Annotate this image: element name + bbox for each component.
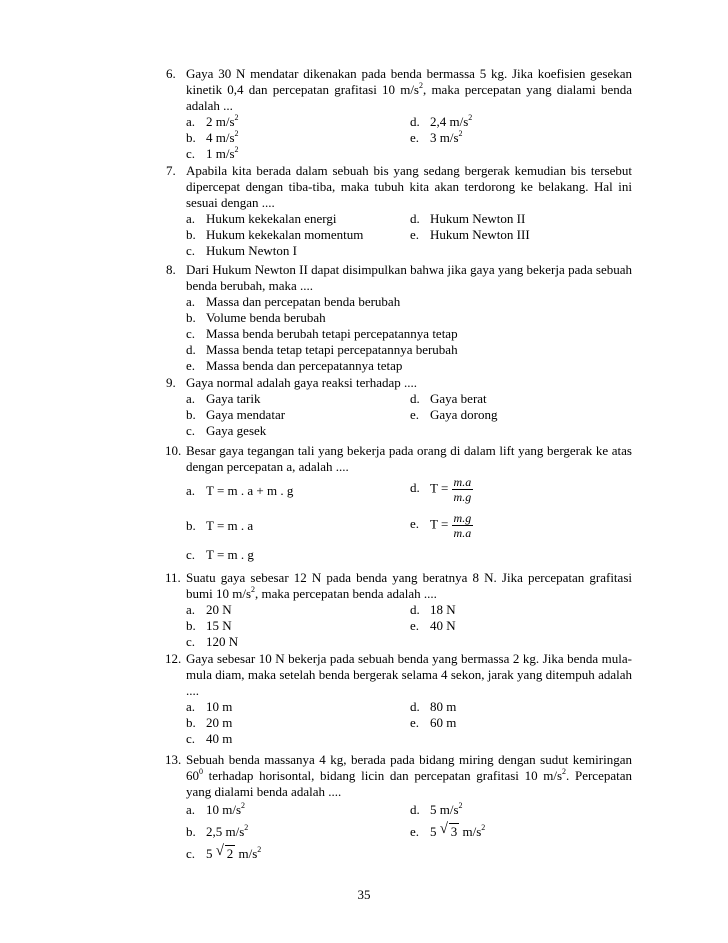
options: [186, 475, 632, 563]
square-root: √ 2: [215, 843, 234, 861]
options: [186, 699, 632, 747]
option-b: b. 2,5 $m/s^2$: [186, 823, 249, 839]
option-e: e. Gaya dorong: [410, 407, 498, 422]
option-c: c. Massa benda berubah tetapi percepatannya tetap: [186, 326, 458, 341]
question-text: Gaya 30 N mendatar dikenakan pada benda bermassa 5 kg. Jika koefisien gesekan kinetik 0,4 dan percepatan grafitasi 10 $m/s^2$, maka percepatan yang dialami benda adalah ...: [186, 66, 632, 113]
option-b: b. 4 $m/s^2$: [186, 129, 239, 145]
option-a: a. T = m . a + m . g: [186, 483, 294, 498]
option-c: c. 5 √ 2 $m/s^2$: [186, 843, 262, 861]
option-e: e. 3 $m/s^2$: [410, 129, 463, 145]
fraction: $\frac{m.a}{m.g}$: [453, 475, 472, 504]
option-c: c. Hukum Newton I: [186, 243, 297, 258]
question-number: 10.: [165, 443, 182, 458]
options: [186, 800, 632, 862]
question-12: [166, 651, 632, 747]
option-c: c. 40 m: [186, 731, 233, 746]
option-a: a. 10 m: [186, 699, 233, 714]
option-a: a. 10 $m/s^2$: [186, 801, 246, 817]
options: [186, 211, 632, 259]
option-c: c. Gaya gesek: [186, 423, 267, 438]
option-d: d. Massa benda tetap tetapi percepatannya berubah: [186, 342, 458, 357]
question-number: 13.: [165, 752, 182, 767]
option-e: e. T = $\frac{m.g}{m.a}$: [410, 511, 472, 540]
question-13: [166, 752, 632, 862]
question-7: [166, 163, 632, 259]
question-9: [166, 375, 632, 439]
question-text: Besar gaya tegangan tali yang bekerja pada orang di dalam lift yang bergerak ke atas dengan percepatan a, adalah ....: [186, 443, 632, 474]
option-e: e. 60 m: [410, 715, 457, 730]
option-d: d. 2,4 $m/s^2$: [410, 113, 473, 129]
option-d: d. 80 m: [410, 699, 457, 714]
option-b: b. T = m . a: [186, 518, 254, 533]
option-d: d. 18 N: [410, 602, 456, 617]
options: [186, 294, 632, 374]
option-a: a. 20 N: [186, 602, 232, 617]
question-number: 6.: [166, 66, 176, 81]
options: [186, 602, 632, 650]
option-d: d. T = $\frac{m.a}{m.g}$: [410, 475, 472, 504]
option-e: e. 5 √ 3 $m/s^2$: [410, 821, 486, 839]
option-b: b. Volume benda berubah: [186, 310, 326, 325]
question-text: Suatu gaya sebesar 12 N pada benda yang beratnya 8 N. Jika percepatan grafitasi bumi 10 $m/s^2$, maka percepatan benda adalah ....: [186, 570, 632, 601]
option-b: b. Hukum kekekalan momentum: [186, 227, 364, 242]
question-number: 12.: [165, 651, 182, 666]
option-c: c. T = m . g: [186, 547, 254, 562]
option-a: a. Gaya tarik: [186, 391, 261, 406]
question-10: [166, 443, 632, 563]
option-c: c. 1 $m/s^2$: [186, 145, 239, 161]
question-text: Gaya sebesar 10 N bekerja pada sebuah benda yang bermassa 2 kg. Jika benda mula-mula diam, maka setelah benda bergerak selama 4 sekon, jarak yang ditempuh adalah ....: [186, 651, 632, 698]
option-d: d. 5 $m/s^2$: [410, 801, 463, 817]
question-text: Dari Hukum Newton II dapat disimpulkan bahwa jika gaya yang bekerja pada sebuah benda berubah, maka ....: [186, 262, 632, 293]
option-a: a. Hukum kekekalan energi: [186, 211, 337, 226]
square-root: √ 3: [439, 821, 458, 839]
option-b: b. 20 m: [186, 715, 233, 730]
question-11: [166, 570, 632, 650]
option-a: a. Massa dan percepatan benda berubah: [186, 294, 401, 309]
question-text: Apabila kita berada dalam sebuah bis yang sedang bergerak kemudian bis tersebut dipercepat dengan tiba-tiba, maka tubuh kita akan terdorong ke belakang. Hal ini sesuai dengan ....: [186, 163, 632, 210]
option-b: b. Gaya mendatar: [186, 407, 286, 422]
fraction: $\frac{m.g}{m.a}$: [453, 511, 472, 540]
options: [186, 114, 632, 162]
options: [186, 391, 632, 439]
option-c: c. 120 N: [186, 634, 239, 649]
option-b: b. 15 N: [186, 618, 232, 633]
option-e: e. Hukum Newton III: [410, 227, 530, 242]
question-number: 7.: [166, 163, 176, 178]
question-6: [166, 66, 632, 162]
option-a: a. 2 $m/s^2$: [186, 113, 239, 129]
option-e: e. 40 N: [410, 618, 456, 633]
question-text: Gaya normal adalah gaya reaksi terhadap ....: [186, 375, 418, 390]
page-number: 35: [357, 887, 371, 902]
question-text: Sebuah benda massanya 4 kg, berada pada bidang miring dengan sudut kemiringan $60^0$ terhadap horisontal, bidang licin dan percepatan grafitasi 10 $m/s^2$. Percepatan yang dialami benda adalah ....: [186, 752, 632, 799]
question-number: 9.: [166, 375, 176, 390]
option-d: d. Hukum Newton II: [410, 211, 526, 226]
option-d: d. Gaya berat: [410, 391, 487, 406]
option-e: e. Massa benda dan percepatannya tetap: [186, 358, 403, 373]
question-number: 11.: [165, 570, 181, 585]
question-8: [166, 262, 632, 374]
question-number: 8.: [166, 262, 176, 277]
